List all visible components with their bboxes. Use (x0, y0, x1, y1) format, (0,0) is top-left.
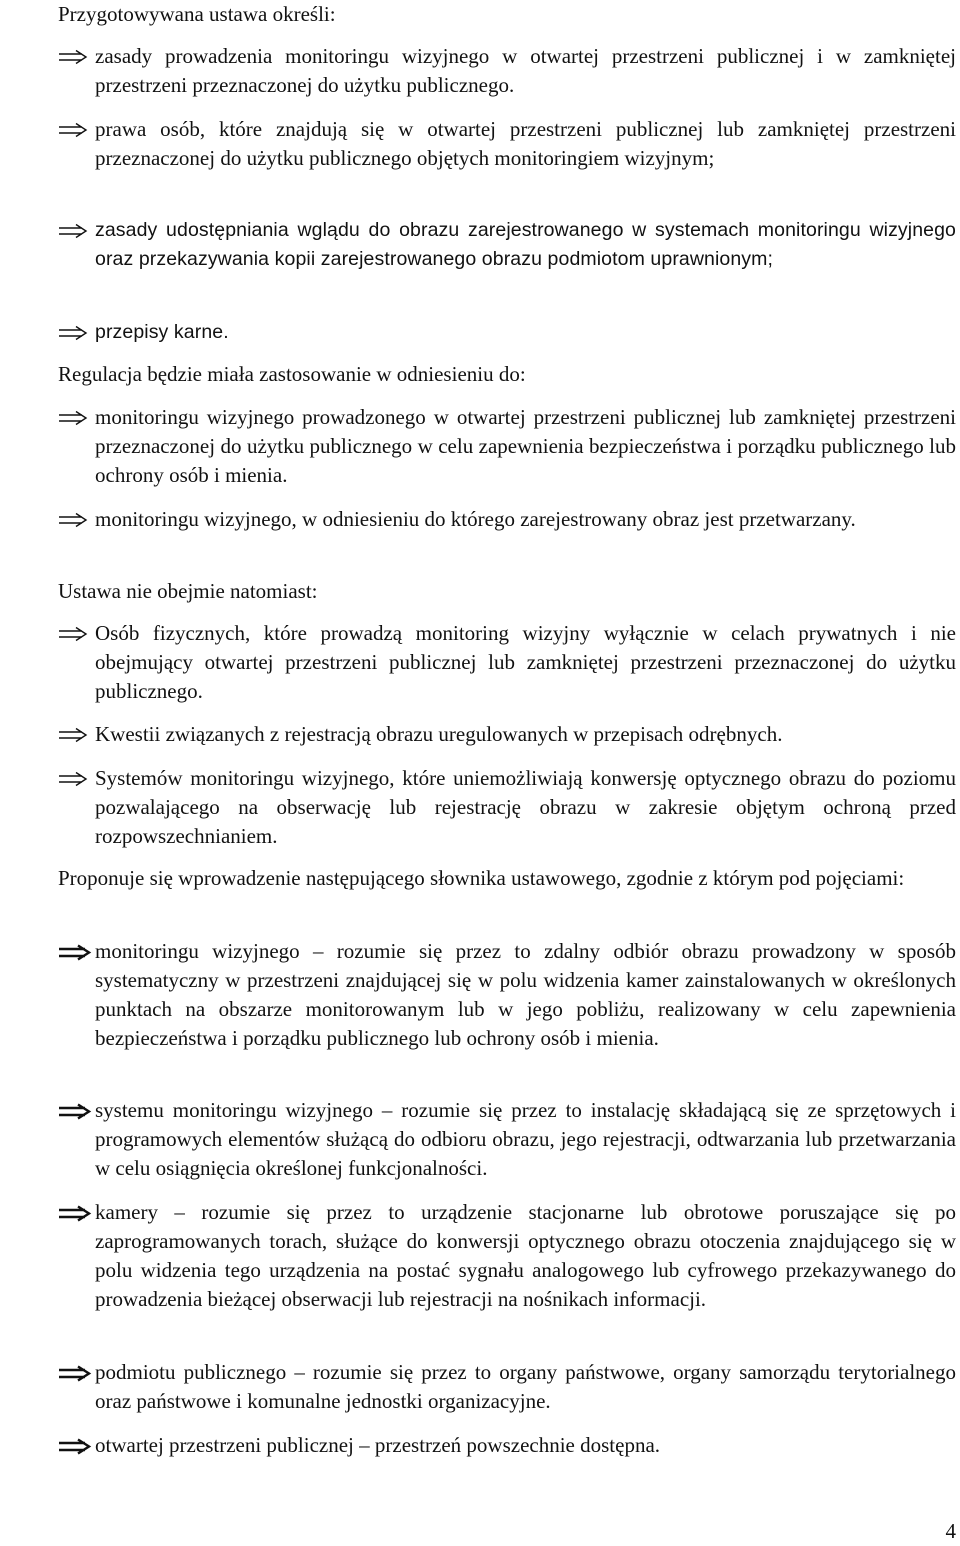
glossary-item-1 (58, 937, 956, 1053)
scope-item-text: prawa osób, które znajdują się w otwartej przestrzeni publicznej lub zamkniętej przestrzeni przeznaczonej do użytku publicznego objętych monitoringiem wizyjnym; (95, 117, 956, 170)
exclusion-item-text: Osób fizycznych, które prowadzą monitoring wizyjny wyłącznie w celach prywatnych i nie obejmujący otwartej przestrzeni publicznej lub zamkniętej przestrzeni przeznaczonej do użytku publicznego. (95, 621, 956, 703)
implies-arrow-icon (58, 505, 95, 534)
glossary-item-text: kamery – rozumie się przez to urządzenie stacjonarne lub obrotowe poruszające się po zaprogramowanych torach, służące do konwersji optycznego obrazu otoczenia znajdującego się w polu widzenia tego urządzenia na postać sygnału analogowego lub cyfrowego przekazywanego do prowadzenia bieżącej obserwacji lub rejestracji na nośnikach informacji. (95, 1200, 956, 1311)
bold-implies-arrow-icon (58, 1198, 95, 1314)
scope-item-1 (58, 42, 956, 100)
glossary-heading: Proponuje się wprowadzenie następującego słownika ustawowego, zgodnie z którym pod pojęciami: (58, 866, 905, 890)
bold-implies-arrow-icon (58, 1096, 95, 1183)
scope-item-2 (58, 115, 956, 173)
glossary-item-2 (58, 1096, 956, 1183)
intro-heading: Przygotowywana ustawa określi: (58, 2, 336, 26)
scope-item-4 (58, 318, 956, 347)
implies-arrow-icon (58, 764, 95, 851)
scope-item-text: zasady udostępniania wglądu do obrazu zarejestrowanego w systemach monitoringu wizyjnego oraz przekazywania kopii zarejestrowanego obrazu podmiotom uprawnionym; (95, 219, 956, 270)
scope-item-text: zasady prowadzenia monitoringu wizyjnego w otwartej przestrzeni publicznej i w zamkniętej przestrzeni przeznaczonej do użytku publicznego. (95, 44, 956, 97)
implies-arrow-icon (58, 115, 95, 173)
regulation-item-text: monitoringu wizyjnego prowadzonego w otwartej przestrzeni publicznej lub zamkniętej przestrzeni przeznaczonej do użytku publicznego w celu zapewnienia bezpieczeństwa i porządku publicznego lub ochrony osób i mienia. (95, 405, 956, 487)
exclusion-item-2 (58, 720, 956, 749)
glossary-item-text: podmiotu publicznego – rozumie się przez to organy państwowe, organy samorządu terytorialnego oraz państwowe i komunalne jednostki organizacyjne. (95, 1360, 956, 1413)
regulation-item-text: monitoringu wizyjnego, w odniesieniu do którego zarejestrowany obraz jest przetwarzany. (95, 507, 856, 531)
glossary-item-5 (58, 1431, 956, 1460)
implies-arrow-icon (58, 42, 95, 100)
glossary-item-text: otwartej przestrzeni publicznej – przestrzeń powszechnie dostępna. (95, 1433, 661, 1457)
implies-arrow-icon (58, 619, 95, 706)
implies-arrow-icon (58, 318, 95, 347)
glossary-item-3 (58, 1198, 956, 1314)
implies-arrow-icon (58, 216, 95, 274)
implies-arrow-icon (58, 720, 95, 749)
glossary-item-text: systemu monitoringu wizyjnego – rozumie się przez to instalację składającą się ze sprzętowych i programowych elementów służącą do odbioru obrazu, jego rejestracji, odtwarzania lub przetwarzania w celu osiągnięcia określonej funkcjonalności. (95, 1098, 956, 1180)
bold-implies-arrow-icon (58, 1358, 95, 1416)
exclusion-heading: Ustawa nie obejmie natomiast: (58, 579, 318, 603)
glossary-item-text: monitoringu wizyjnego – rozumie się przez to zdalny odbiór obrazu prowadzony w sposób systematyczny w przestrzeni znajdującej się w polu widzenia kamer zainstalowanych w określonych punktach na obszarze monitorowanym lub w jego pobliżu, realizowany w celu zapewnienia bezpieczeństwa i porządku publicznego lub ochrony osób i mienia. (95, 939, 956, 1050)
exclusion-item-text: Systemów monitoringu wizyjnego, które uniemożliwiają konwersję optycznego obrazu do poziomu pozwalającego na obserwację lub rejestrację obrazu w zakresie objętym ochroną przed rozpowszechnianiem. (95, 766, 956, 848)
bold-implies-arrow-icon (58, 1431, 95, 1460)
scope-item-text: przepisy karne. (95, 321, 229, 343)
regulation-item-1 (58, 403, 956, 490)
exclusion-item-1 (58, 619, 956, 706)
exclusion-item-3 (58, 764, 956, 851)
regulation-item-2 (58, 505, 956, 534)
glossary-item-4 (58, 1358, 956, 1416)
bold-implies-arrow-icon (58, 937, 95, 1053)
page-number: 4 (945, 1519, 956, 1543)
exclusion-item-text: Kwestii związanych z rejestracją obrazu uregulowanych w przepisach odrębnych. (95, 722, 783, 746)
scope-item-3 (58, 216, 956, 274)
implies-arrow-icon (58, 403, 95, 490)
regulation-heading: Regulacja będzie miała zastosowanie w odniesieniu do: (58, 362, 526, 386)
